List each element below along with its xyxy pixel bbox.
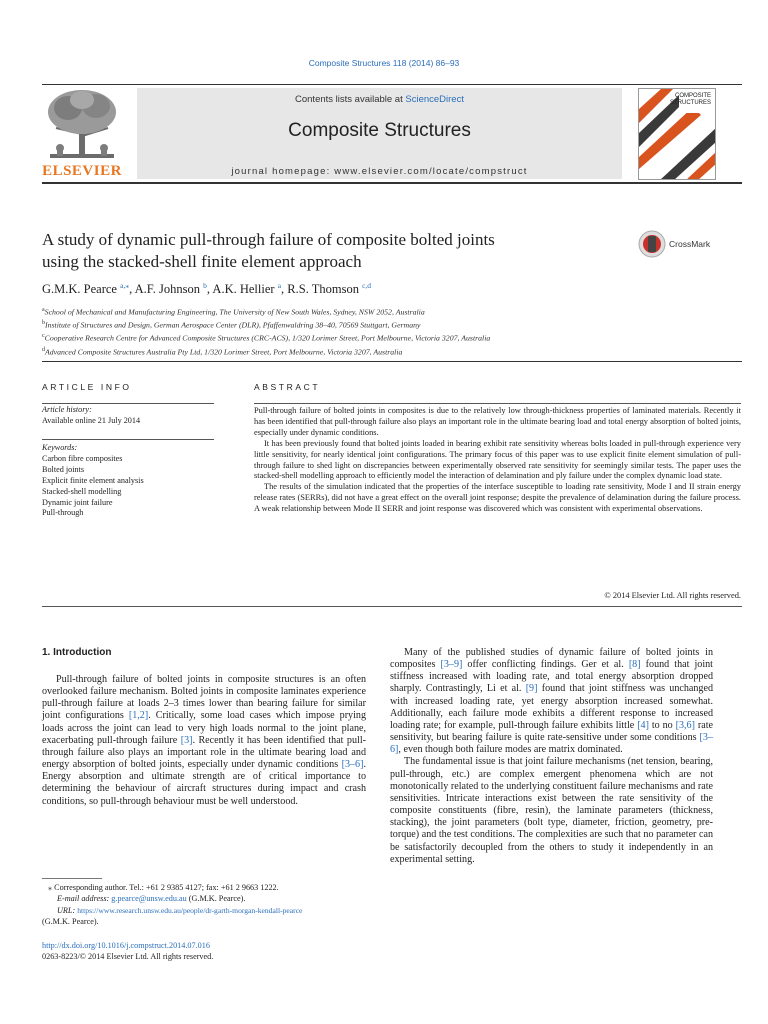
- intro-paragraph: The fundamental issue is that joint failure mechanisms (net tension, bearing, pull-through, etc.) are complex emergent phenomena which are not monotonically related to the underlying constituent failure mechanisms and rate sensitivities. Intricate interactions exist between the rate sensitivity of the composite constituents (fibre, resin), the laminate parameters (thickness, stacking), the joint parameters (bolt type, diameter, friction, geometry, pre-torque) and the test conditions. The complexities are such that no parameter can be satisfactorily decoupled from the others to study it independently in an experimental setting.: [390, 756, 713, 865]
- cover-title: [670, 93, 711, 107]
- affiliation-item: [42, 305, 742, 318]
- text-run: Pull-through failure of bolted joints in composite structures is an often overlooked failure mechanism. Bolted joints in composite laminates experience pull-through failure at loads 2–3 times lower than bearing failure for similar joint configurations: [42, 674, 366, 722]
- author-affil-mark[interactable]: c,d: [362, 281, 372, 290]
- citation-link[interactable]: [1,2]: [128, 710, 149, 722]
- url-suffix: (G.M.K. Pearce).: [42, 916, 99, 926]
- article-info-heading: ARTICLE INFO: [42, 382, 132, 392]
- abstract-body: [254, 406, 741, 515]
- keyword-item: Explicit finite element analysis: [42, 475, 144, 485]
- intro-left-column: [42, 674, 366, 808]
- cover-title-line2: STRUCTURES: [669, 100, 711, 106]
- abstract-top-rule: [254, 403, 741, 404]
- affiliation-item: [42, 318, 742, 331]
- text-run: rate sensitivity, but bearing failure is quite rate-sensitive under some conditions: [390, 719, 713, 744]
- author-name: A.F. Johnson: [134, 282, 200, 297]
- issn-line: 0263-8223/© 2014 Elsevier Ltd. All rights reserved.: [42, 952, 214, 962]
- abstract-heading: ABSTRACT: [254, 382, 321, 392]
- crossmark-label[interactable]: CrossMark: [669, 239, 711, 249]
- citation-link[interactable]: [8]: [628, 659, 641, 671]
- intro-right-column: [390, 647, 713, 866]
- affiliation-key: b: [42, 320, 45, 327]
- affiliation-item: [42, 345, 742, 358]
- author-affil-mark[interactable]: b: [203, 281, 207, 290]
- email-label: E-mail address:: [57, 894, 112, 904]
- journal-title: Composite Structures: [288, 120, 471, 141]
- author-affil-mark[interactable]: a: [277, 281, 282, 290]
- paper-title-line1: A study of dynamic pull-through failure of composite bolted joints: [42, 230, 495, 249]
- keyword-item: Pull-through: [42, 508, 84, 518]
- keyword-item: Stacked-shell modelling: [42, 486, 122, 496]
- paper-title: [42, 229, 622, 273]
- keyword-item: Bolted joints: [42, 464, 85, 474]
- url-note: [42, 905, 372, 916]
- email-note: [42, 893, 372, 904]
- intro-paragraph: [42, 674, 366, 808]
- url-label: URL:: [57, 905, 78, 915]
- article-history: [42, 405, 214, 427]
- contents-prefix: Contents lists available at: [295, 94, 406, 105]
- text-run: , even though both failure modes are matrix dominated.: [398, 744, 623, 756]
- paper-title-line2: using the stacked-shell finite element approach: [42, 252, 362, 271]
- corresponding-author-note: ⁎ Corresponding author. Tel.: +61 2 9385 4127; fax: +61 2 9663 1222.: [48, 883, 279, 892]
- text-run: . Critically, some load cases which impose prying loads across the joint can lead to very high loads normal to the joint plane, exacerbating pull-through failure: [42, 710, 367, 746]
- doi-block: [42, 940, 372, 963]
- intro-paragraph: [390, 647, 713, 756]
- text-run: found that joint stiffness increased with loading rate, and total energy absorption dropped sharply. Contrastingly, Li et al.: [390, 659, 713, 695]
- author-name: G.M.K. Pearce: [42, 282, 117, 297]
- citation-link[interactable]: [3,6]: [675, 719, 695, 731]
- journal-cover-image: [638, 88, 716, 180]
- title-bottom-rule: [42, 361, 742, 362]
- keywords-rule: [42, 439, 214, 440]
- crossmark-icon[interactable]: [638, 230, 666, 263]
- text-run: offer conflicting findings. Ger et al.: [462, 659, 629, 671]
- header-bottom-rule: [42, 182, 742, 184]
- affiliation-list: [42, 305, 742, 358]
- contents-line: [137, 94, 622, 105]
- footnote-rule: [42, 878, 102, 879]
- text-run: Many of the published studies of dynamic failure of bolted joints in composites: [390, 647, 713, 671]
- keywords-block: [42, 443, 214, 519]
- abstract-bottom-rule: [42, 606, 742, 607]
- journal-citation[interactable]: Composite Structures 118 (2014) 86–93: [308, 58, 460, 68]
- header-top-rule: [42, 84, 742, 85]
- text-run: found that joint stiffness was unchanged with increased loading rate, yet energy absorption increased somewhat. Additionally, each failure mode exhibits a different response to increased loading rate; for example, pull-through failure exhibits little: [390, 683, 713, 731]
- cover-title-line1: COMPOSITE: [674, 93, 711, 99]
- author-name: R.S. Thomson: [287, 282, 359, 297]
- url-link[interactable]: https://www.research.unsw.edu.au/people/dr-garth-morgan-kendall-pearce: [77, 905, 303, 915]
- sciencedirect-link[interactable]: ScienceDirect: [405, 94, 464, 105]
- footnote-block: [42, 882, 372, 927]
- email-suffix: (G.M.K. Pearce).: [186, 894, 246, 904]
- citation-link[interactable]: [3]: [180, 734, 193, 746]
- abstract-paragraph: Pull-through failure of bolted joints in composites is due to the relatively low through-thickness properties of laminated materials. Recently it has been identified that pull-through failure also plays an important role in the ultimate bearing load and total energy absorption of bolted joints, especially under dynamic conditions.: [254, 406, 741, 437]
- affiliation-text: School of Mechanical and Manufacturing Engineering, The University of New South Wales, Sydney, NSW 2052, Australia: [44, 307, 425, 317]
- text-run: to no: [648, 719, 676, 731]
- citation-link[interactable]: [3–6]: [390, 732, 713, 756]
- affiliation-item: [42, 331, 742, 344]
- email-link[interactable]: g.pearce@unsw.edu.au: [111, 894, 187, 904]
- section-heading-introduction: 1. Introduction: [42, 647, 112, 658]
- affiliation-key: c: [42, 333, 45, 340]
- text-run: . Energy absorption and ultimate strength are of critical importance to determining the behaviour of aircraft structures during impact and crash conditions, so pull-through behaviour must be well understood.: [42, 759, 366, 807]
- citation-link[interactable]: [9]: [525, 683, 538, 695]
- affiliation-key: a: [42, 307, 45, 313]
- citation-link[interactable]: [3–6]: [341, 759, 364, 771]
- affiliation-text: Advanced Composite Structures Australia Pty Ltd, 1/320 Lorimer Street, Port Melbourne, Victoria 3207, Australia: [45, 347, 403, 357]
- keywords-label: Keywords:: [42, 443, 78, 452]
- history-value: Available online 21 July 2014: [42, 415, 141, 425]
- history-label: Article history:: [42, 405, 92, 414]
- doi-link[interactable]: http://dx.doi.org/10.1016/j.compstruct.2014.07.016: [42, 941, 210, 950]
- abstract-paragraph: The results of the simulation indicated that the properties of the interface susceptible to loading rate sensitivity, Mode I and II strain energy release rates (SERRs), did not have a great effect on the overall joint response; despite the prevalence of delamination during the failure process. A weak relationship between Mode II SERR and joint response was discovered which was consistent with experimental observations.: [254, 482, 741, 514]
- article-info-rule: [42, 403, 214, 404]
- citation-link[interactable]: [4]: [637, 719, 649, 731]
- elsevier-wordmark: ELSEVIER: [42, 163, 122, 179]
- keyword-item: Dynamic joint failure: [42, 497, 113, 507]
- abstract-copyright: © 2014 Elsevier Ltd. All rights reserved.: [604, 591, 741, 600]
- abstract-paragraph: It has been previously found that bolted joints loaded in bearing exhibit rate sensitivity whereas bolts loaded in pull-through experience very little sensitivity, for nearly identical joint configurations. The primary focus of this paper was to use explicit finite element simulation of pull-through failure to shed light on discrepancies between experimentally observed rate sensitivity for seemingly similar tests. The paper uses the stacked-shell modelling approach to efficiently model the interaction of delamination and ply failure under the complex dynamic load state.: [254, 438, 741, 481]
- affiliation-text: Institute of Structures and Design, German Aerospace Center (DLR), Pfaffenwaldring 38–40, 70569 Stuttgart, Germany: [45, 320, 421, 330]
- affiliation-key: d: [42, 346, 45, 353]
- author-list: G.M.K. Pearce $^{a,⁎}$, A.F. Johnson $^b$, A.K. Hellier $^a$, R.S. Thomson $^{c,d}$: [42, 281, 372, 297]
- keyword-item: Carbon fibre composites: [42, 453, 123, 463]
- affiliation-text: Cooperative Research Centre for Advanced Composite Structures (CRC-ACS), 1/320 Lorimer Street, Port Melbourne, Victoria 3207, Australia: [44, 333, 491, 343]
- citation-link[interactable]: [3–9]: [440, 659, 463, 671]
- author-affil-mark[interactable]: a,⁎: [120, 281, 130, 290]
- author-name: A.K. Hellier: [212, 282, 275, 297]
- text-run: . Recently it has been identified that pull-through failure also plays an important role in the ultimate bearing load and energy absorption of bolted joints, especially under dynamic conditions: [42, 734, 366, 771]
- journal-homepage[interactable]: journal homepage: www.elsevier.com/locate/compstruct: [231, 166, 528, 177]
